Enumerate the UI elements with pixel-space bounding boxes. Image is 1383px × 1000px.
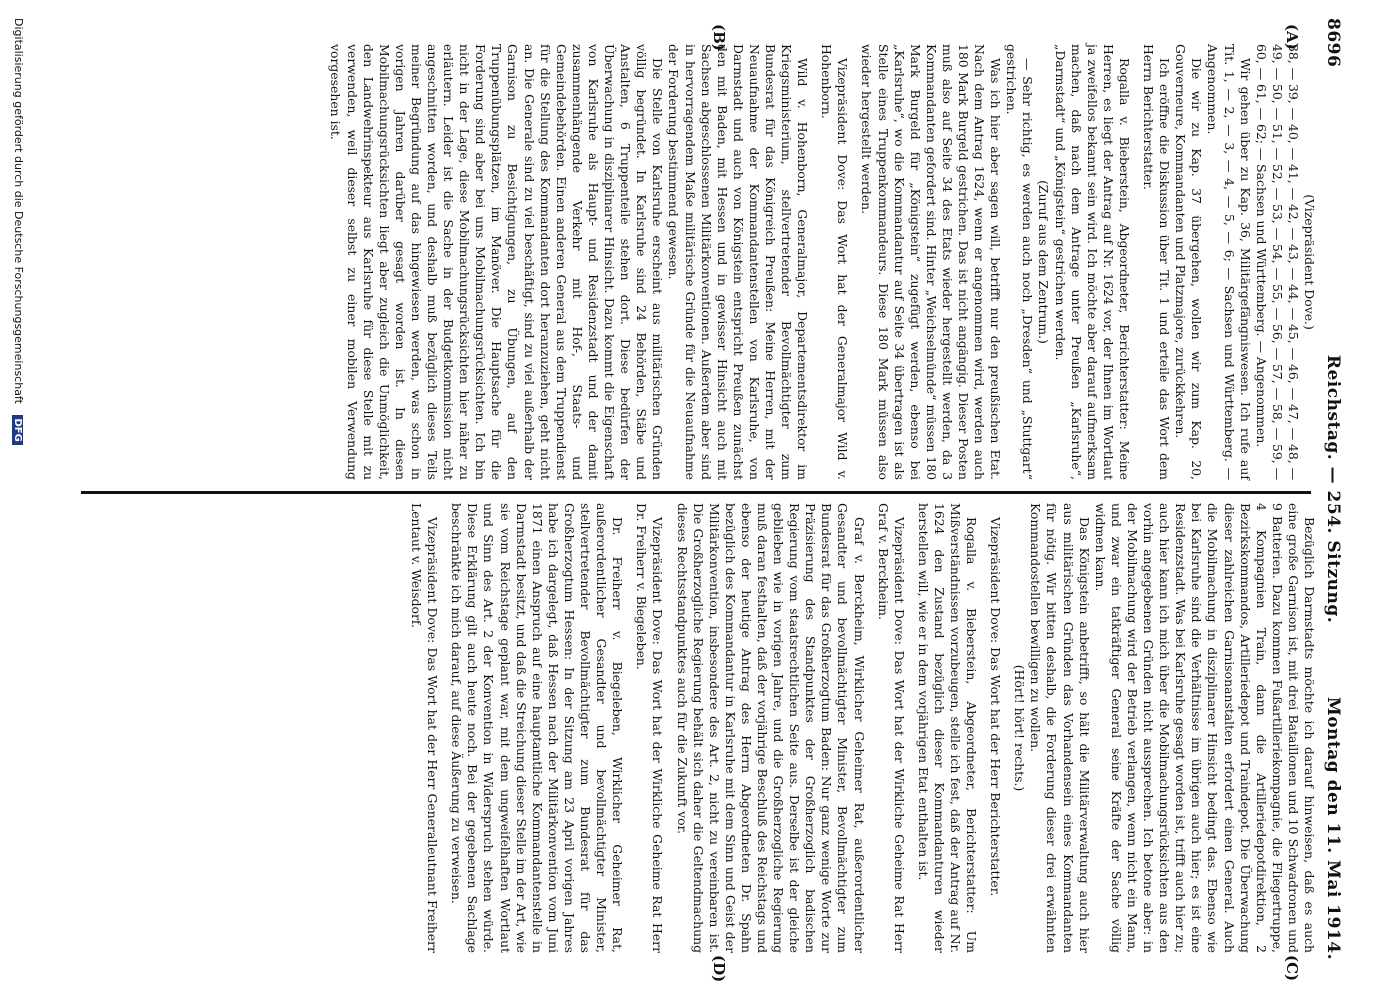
paragraph: Vizepräsident Dove: Das Wort hat der Wirkliche Geheime Rat Herr Dr. Freiherr v. Biegeleben. (634, 503, 666, 953)
digitization-credit (12, 18, 25, 445)
paragraph: Das Königstein anbetrifft, so hält die Militärverwaltung auch hier aus militärischen Gründen das Vorhandensein eines Kommandanten für nötig. Wir bitten deshalb, die Forderung dieser drei erwähnten Kommandostellen bewilligen zu wollen. (1028, 503, 1092, 953)
margin-marker-d: (D) (710, 955, 728, 983)
paragraph: Wild v. Hohenborn, Generalmajor, Departementsdirektor im Kriegsministerium, stellvertretender Bevollmächtigter zum Bundesrat für das Königreich Preußen: Meine Herren, mit der Neuaufnahme der Kommandantenstellen von Karlsruhe, von Darmstadt und auch von Königstein entspricht Preußen zunächst den mit Baden, mit Hessen und in gewisser Hinsicht auch mit Sachsen abgeschlossenen Militärkonventionen. Außerdem aber sind in hervorragendem Maße militärische Gründe für die Neuaufnahme der Forderung bestimmend gewesen. (666, 44, 811, 480)
margin-marker-b: (B) (710, 24, 728, 51)
column-divider (81, 491, 1311, 494)
paragraph: Vizepräsident Dove: Das Wort hat der Wirkliche Geheime Rat Herr Graf v. Berckheim. (875, 503, 907, 953)
paragraph: Dr. Freiherr v. Biegeleben, Wirklicher Geheimer Rat, außerordentlicher Gesandter und bevollmächtigter Minister, stellvertretender Bevollmächtigter zum Bundesrat für das Großherzogtum Hessen: In der Sitzung am 23 April vorigen Jahres habe ich dargelegt, daß Hessen nach der Militärkonvention vom Juni 1871 einen Anspruch auf eine hauptamtliche Kommandantenstelle in Darmstadt besitzt, und daß die Streichung dieser Stelle im der Art, wie sie vom Reichstage geplant war, mit dem ungweifelhaften Wortlaut und Sinn des Art. 2 der Konvention in Widerspruch stehen würde. Diese Erklärung gilt auch heute noch. Bei der gegebenen Sachlage beschränkte ich mich darauf, auf diese Äußerung zu verweisen. (449, 503, 626, 953)
margin-marker-a: (A) (1283, 24, 1301, 50)
paragraph: Rogalla v. Bieberstein, Abgeordneter, Berichterstatter: Um Mißverständnissen vorzubeugen, stelle ich fest, daß der Antrag auf Nr. 1624 den Zustand bezüglich dieser Kommandanturen wieder herstellen will, wie er in dem vorjährigen Etat enthalten ist. (915, 503, 980, 953)
speaker-note: (Vizepräsident Dove.) (1302, 194, 1317, 330)
right-column (408, 503, 1317, 953)
paragraph: Bezüglich Darmstadts möchte ich darauf hinweisen, daß es auch eine große Garnison ist, mit drei Bataillonen und 10 Schwadronen und 9 Batterien. Dazu kommen Fußartilleriekompagnie, die Fliegertruppe, 4 Kompagnien Train, dann die Artilleriedepotdirektion, 2 Bezirkskommandos, Artilleriedepot und Traindepot. Die Überwachung dieser zahlreichen Garnisonanstalten erfordert einen General. Auch die Mobilmachung in disziplinarer Hinsicht bedingt das. Ebenso wie bei Karlsruhe sind die Verhältnisse im übrigen auch hier; es ist eine Residenzstadt. Was bei Karlsruhe gesagt worden ist, trifft auch hier zu; auch hier kann ich mich über die Mobilmachungsrücksichten aus den vorhin angegebenen Gründen nicht aussprechen. Ich betone aber: in der Mobilmachung wird der Betrieb verlangen, wenn nicht ein Mann, und zwar ein tatkräftiger General seine Kräfte der Sache völlig widmen kann. (1092, 503, 1317, 953)
credit-text: Digitalisierung gefördert durch die Deutsche Forschungsgemeinschaft (12, 18, 25, 404)
interjection: (Hört! hört! rechts.) (1012, 664, 1028, 792)
paragraph: Graf v. Berckheim, Wirklicher Geheimer Rat, außerordentlicher Gesandter und bevollmächtigter Minister, Bevollmächtigter zum Bundesrat für das Großherzogtum Baden: Nur ganz wenige Worte zur Präzisierung des Standpunktes der Großherzoglich badischen Regierung vom staatsrechtlichen Seite aus. Derselbe ist der gleiche geblieben wie in vorigen Jahre, und die Großherzogliche Regierung muß daran festhalten, daß der vorjährige Beschluß des Reichstags und ebenso der heutige Antrag des Herrn Abgeordneten Dr. Spahn bezüglich des Kommandantur in Karlsruhe mit dem Sinn und Geist der Militärkonvention, insbesondere des Art. 2, nicht zu vereinbaren ist. Die Großherzogliche Regierung behält sich daher die Geltendmachung dieses Rechtsstandpunktes auch für die Zukunft vor. (674, 503, 867, 953)
margin-marker-c: (C) (1283, 955, 1301, 982)
paragraph: — Sehr richtig, es werden auch noch „Dresden“ und „Stuttgart“ gestrichen. (1004, 44, 1036, 480)
page-header (1321, 18, 1343, 960)
paragraph: Was ich hier aber sagen will, betrifft nur den preußischen Etat. Nach dem Antrag 1624, wenn er angenommen wird, werden auch 180 Mark Burgeld gestrichen. Das ist nicht angängig. Dieser Posten muß also auf Seite 34 des Etats wieder hergestellt werden, da 3 Kommandanten gefordert sind. Hinter „Weichselmünde“ müssen 180 Mark Burgeld für „Königstein“ zugefügt werden, ebenso bei „Karlsruhe“, wo die Kommandantur auf Seite 34 übertragen ist als Stelle eines Truppenkommandeurs. Diese 180 Mark müssen also wieder hergestellt werden. (859, 44, 1004, 480)
page-number: 8696 (1323, 18, 1343, 68)
paragraph: Vizepräsident Dove: Das Wort hat der Generalmajor Wild v. Hohenborn. (819, 44, 851, 480)
page-date: Montag den 11. Mai 1914. (1323, 696, 1343, 960)
dfg-logo: DFG (13, 415, 24, 444)
paragraph: Wir gehen über zu Kap. 36, Militärgefängniswesen. Ich rufe auf Tit. 1, — 2, — 3, — 4, — 5, — 6; — Sachsen und Württemberg. — Angenommen. (1205, 44, 1253, 480)
paragraph: 38, — 39, — 40, — 41, — 42, — 43, — 44, — 45, — 46, — 47, — 48, — 49, — 50, — 51, — 52, — 53, — 54, — 55, — 56, — 57, — 58, — 59, — 60, — 61, — 62; — Sachsen und Württemberg. — Angenommen. (1253, 44, 1301, 480)
paragraph: Die wir zu Kap. 37 übergehen, wollen wir zum Kap. 20, Gouverneure, Kommandanten und Platzmajore, zurückkehren. (1173, 44, 1205, 480)
paragraph: Rogalla v. Bieberstein, Abgeordneter, Berichterstatter: Meine Herren, es liegt der Antrag auf Nr. 1624 vor, der Ihnen im Wortlaut ja zweifellos bekannt sein wird. Ich möchte aber darauf aufmerksam machen, daß nach dem Antrage unter Preußen „Karlsruhe“, „Darmstadt“ und „Königstein“ gestrichen werden. (1052, 44, 1132, 480)
paragraph: Die Stelle von Karlsruhe erscheint aus militärischen Gründen völlig begründet. In Karlsruhe sind 24 Behörden, Stäbe und Anstalten, 6 Truppenteile stehen dort. Diese bedürfen der Überwachung in disziplinarer Hinsicht. Dazu kommt die Eigenschaft von Karlsruhe als Haupt- und Residenzstadt und der damit zusammenhängende Verkehr mit Hof-, Staats- und Gemeindebehörden. Einen anderen General aus dem Truppendienst für die Stellung des Kommandanten dort heranzuziehen, geht nicht an. Die Generale sind zu viel beschäftigt, sind zu viel außerhalb der Garnison zu Besichtigungen, zu Übungen, auf den Truppenübungsplätzen, im Manöver. Die Hauptsache für die Forderung sind aber bei uns Mobilmachungsrücksichten. Ich bin nicht in der Lage, diese Mobilmachungsrücksichten hier näher zu erläutern. Leider ist die Sache in der Budgetkommission nicht angeschnitten worden, und deshalb muß bezüglich dieses Teils meiner Begründung auf das hingewiesen werden, was schon in vorigen Jahren darüber gesagt worden ist. In diesen Mobilmachungsrücksichten liegt aber zugleich die Unmöglichkeit, den Landwehrinspekteur aus Karlsruhe für diese Stelle mit zu verwenden, weil dieser selbst zu einer mobilen Verwendung vorgesehen ist. (328, 44, 666, 480)
paragraph: Vizepräsident Dove: Das Wort hat der Herr Berichterstatter. (988, 517, 1004, 897)
left-column (327, 44, 1317, 480)
paragraph: Ich eröffne die Diskussion über Tit. 1 und erteile das Wort dem Herrn Berichterstatter. (1141, 44, 1173, 480)
page-title: Reichstag. — 254. Sitzung. (1323, 354, 1343, 624)
interjection: (Zuruf aus dem Zentrum.) (1036, 180, 1052, 344)
paragraph: Vizepräsident Dove: Das Wort hat der Herr Generalleutnant Freiherr Lentaut v. Weisdorf. (409, 503, 441, 953)
